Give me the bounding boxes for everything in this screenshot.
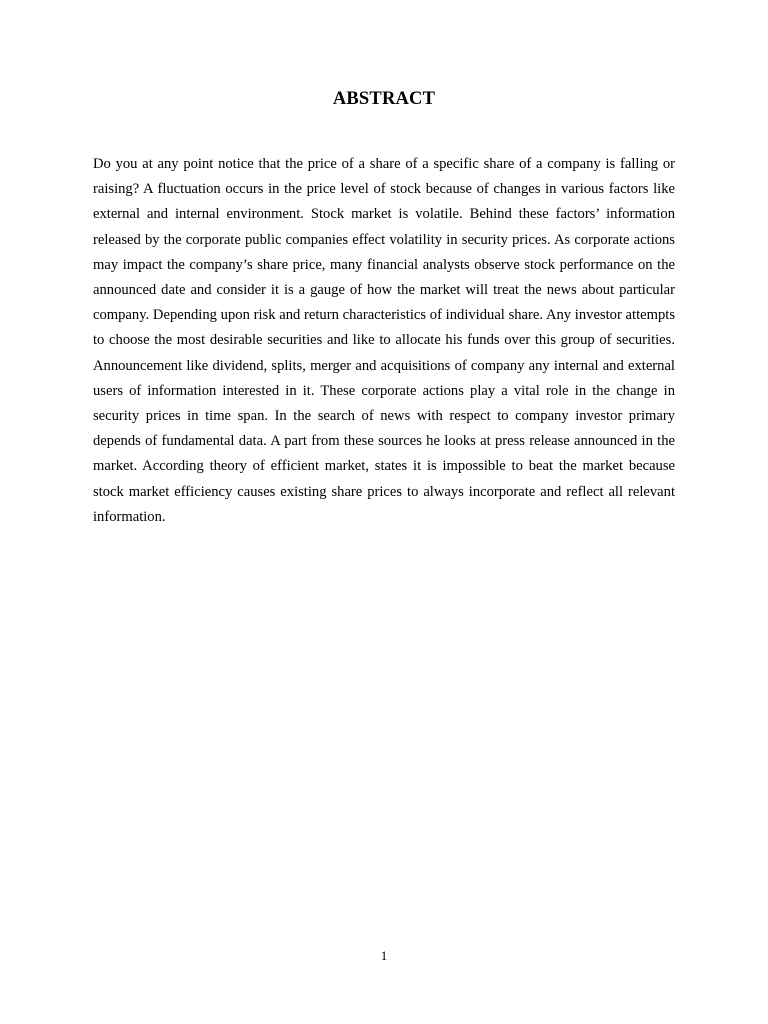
- page-title: ABSTRACT: [332, 89, 436, 109]
- page-number: 1: [380, 948, 388, 963]
- abstract-paragraph: Do you at any point notice that the price of a share of a specific share of a company is falling or raising? A fluctuation occurs in the price level of stock because of changes in various factors like external and internal environment. Stock market is volatile. Behind these factors’ information released by the corporate public companies effect volatility in security prices. As corporate actions may impact the company’s share price, many financial analysts observe stock performance on the announced date and consider it is a gauge of how the market will treat the news about particular company. Depending upon risk and return characteristics of individual share. Any investor attempts to choose the most desirable securities and like to allocate his funds over this group of securities. Announcement like dividend, splits, merger and acquisitions of company any internal and external users of information interested in it. These corporate actions play a vital role in the change in security prices in time span. In the search of news with respect to company investor primary depends of fundamental data. A part from these sources he looks at press release announced in the market. According theory of efficient market, states it is impossible to beat the market because stock market efficiency causes existing share prices to always incorporate and reflect all relevant information.: [93, 156, 675, 525]
